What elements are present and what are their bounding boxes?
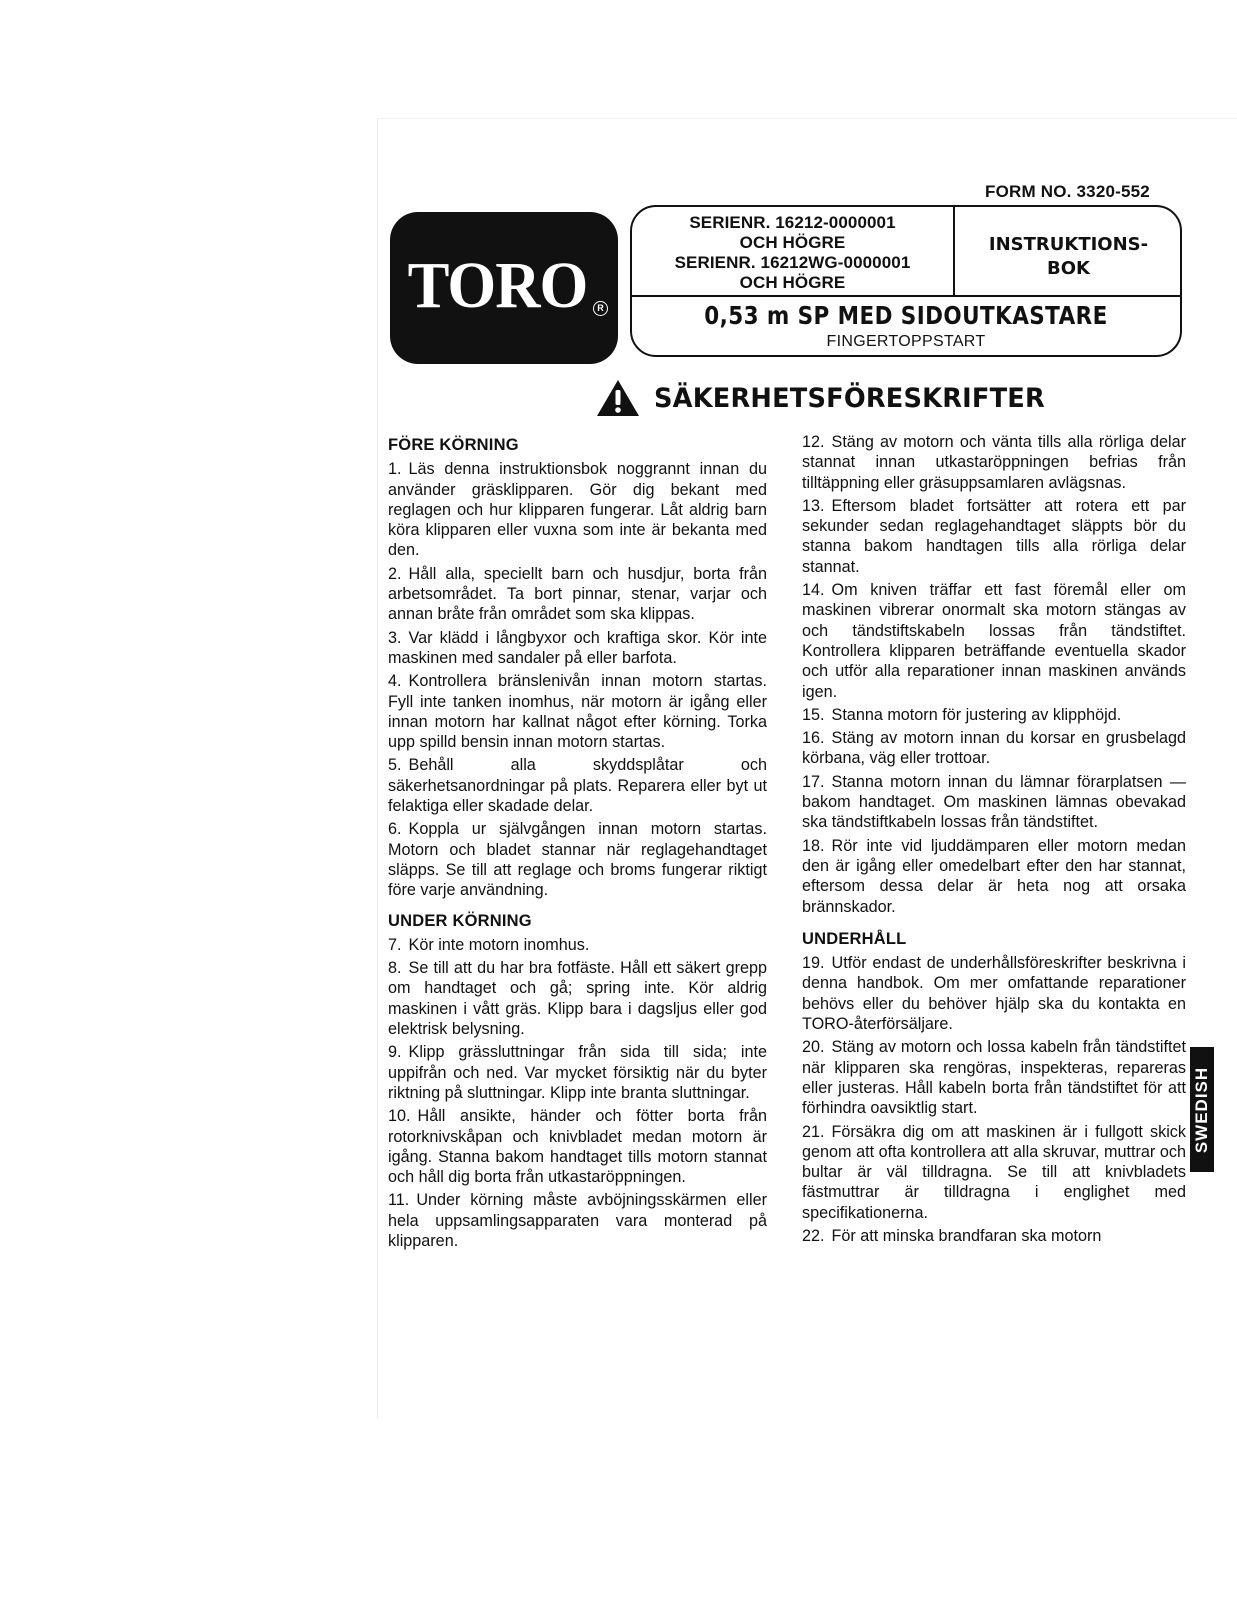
item-number: 11. (388, 1191, 410, 1210)
list-item (388, 1042, 767, 1103)
item-number: 19. (802, 954, 825, 973)
language-tab (1190, 1047, 1214, 1172)
list-item (388, 1106, 767, 1187)
list-item (802, 728, 1186, 769)
item-text: Kör inte motorn inomhus. (408, 935, 590, 954)
item-number: 13. (802, 496, 825, 515)
item-text: Försäkra dig om att maskinen är i fullgott skick genom att ofta kontrollera att alla skruvar, muttrar och bultar är väl tilldragna. Se till att knivbladets fästmuttrar är tilldragna i englighet med specifikationerna. (802, 1122, 1186, 1222)
list-item (388, 755, 767, 816)
model-subtitle: FINGERTOPPSTART (826, 333, 986, 350)
item-text: Under körning måste avböjningsskärmen eller hela uppsamlingsapparaten vara monterad på klipparen. (388, 1191, 767, 1250)
divider (632, 295, 1180, 297)
item-number: 21. (802, 1122, 825, 1141)
item-number: 20. (802, 1038, 825, 1057)
item-number: 4. (388, 672, 402, 691)
item-number: 6. (388, 820, 402, 839)
list-item (802, 580, 1186, 702)
serial-line: OCH HÖGRE (739, 273, 846, 292)
list-item (388, 459, 767, 560)
item-text: Koppla ur självgången innan motorn startas. Motorn och bladet stannar när reglagehandtaget släpps. Se till att reglage och broms fungerar riktigt före varje användning. (388, 820, 767, 900)
serial-line: SERIENR. 16212-0000001 (689, 213, 896, 232)
list-item (388, 564, 767, 625)
item-text: Stäng av motorn innan du korsar en grusbelagd körbana, väg eller trottoar. (802, 729, 1186, 768)
item-number: 1. (388, 460, 402, 479)
list-item (802, 705, 1186, 725)
list-item (802, 432, 1186, 493)
item-text: Om kniven träffar ett fast föremål eller om maskinen vibrerar onormalt ska motorn stängas av och tändstiftskabeln lossas från tändstiftet. Kontrollera klipparen beträffande eventuella skador och utför alla reparationer innan maskinen används igen. (802, 581, 1186, 701)
serial-number-cell (632, 207, 955, 295)
instr-line: INSTRUKTIONS- (988, 234, 1149, 255)
item-text: Håll alla, speciellt barn och husdjur, borta från arbetsområdet. Ta bort pinnar, stenar, varjar och annan bråte från området som ska klippas. (388, 564, 767, 624)
item-number: 12. (802, 433, 825, 451)
item-text: Var klädd i långbyxor och kraftiga skor. Kör inte maskinen med sandaler på eller barfota. (388, 628, 767, 667)
language-tab-label: SWEDISH (1192, 1066, 1211, 1153)
list-item (802, 1037, 1186, 1118)
instr-line: BOK (1047, 258, 1090, 279)
list-item (802, 953, 1186, 1034)
item-number: 10. (388, 1107, 411, 1126)
list-item (388, 671, 767, 752)
serial-line: SERIENR. 16212WG-0000001 (674, 253, 911, 272)
list-item (802, 772, 1186, 833)
warning-icon (596, 379, 640, 417)
registered-icon: R (593, 301, 608, 316)
item-number: 17. (802, 772, 825, 791)
item-number: 18. (802, 836, 825, 855)
list-item (802, 1226, 1186, 1246)
serial-line: OCH HÖGRE (739, 233, 846, 252)
item-number: 14. (802, 581, 825, 600)
list-item (802, 836, 1186, 917)
safety-title: SÄKERHETSFÖRESKRIFTER (654, 382, 1045, 414)
list-item (388, 958, 767, 1039)
item-number: 9. (388, 1043, 402, 1062)
list-item (388, 1190, 767, 1251)
form-number: FORM NO. 3320-552 (985, 182, 1150, 201)
item-text: Stanna motorn för justering av klipphöjd. (831, 705, 1122, 724)
item-number: 16. (802, 729, 825, 748)
safety-heading (596, 378, 1066, 418)
list-item (802, 1122, 1186, 1223)
item-text: Stäng av motorn och vänta tills alla rörliga delar stannat innan utkastaröppningen befrias från tilltäppning eller gräsuppsamlaren avlägsnas. (802, 433, 1186, 492)
item-number: 22. (802, 1226, 825, 1245)
toro-logo (390, 212, 618, 364)
right-column (802, 432, 1186, 1249)
item-text: För att minska brandfaran ska motorn (831, 1226, 1102, 1245)
list-item (802, 496, 1186, 577)
instruction-book-label (957, 207, 1180, 295)
title-box (630, 205, 1182, 357)
section-heading: UNDERHÅLL (802, 929, 907, 948)
item-text: Rör inte vid ljuddämparen eller motorn medan den är igång eller omedelbart efter den har stannat, eftersom dessa delar är heta nog att orsaka brännskador. (802, 836, 1186, 916)
item-number: 3. (388, 628, 402, 647)
item-number: 8. (388, 959, 402, 978)
item-text: Stäng av motorn och lossa kabeln från tändstiftet när klipparen ska rengöras, inspekteras, repareras eller justeras. Håll kabeln borta från tändstiftet för att förhindra oavsiktlig start. (802, 1038, 1186, 1118)
item-text: Eftersom bladet fortsätter att rotera ett par sekunder sedan reglagehandtaget släppts bör du stanna bakom handtagen tills alla rörliga delar stannat. (802, 496, 1186, 576)
item-text: Stanna motorn innan du lämnar förarplatsen — bakom handtaget. Om maskinen lämnas obevakad ska tändstiftkabeln lossas från tändstiftet. (802, 772, 1186, 832)
item-text: Håll ansikte, händer och fötter borta från rotorknivskåpan och knivbladet medan motorn är igång. Stanna bakom handtaget tills motorn stannat och håll dig borta från utkastaröppningen. (388, 1107, 767, 1187)
item-text: Behåll alla skyddsplåtar och säkerhetsanordningar på plats. Reparera eller byt ut felaktiga eller skadade delar. (388, 756, 767, 816)
item-text: Se till att du har bra fotfäste. Håll ett säkert grepp om handtaget och gå; spring inte. Kör aldrig maskinen i vått gräs. Klipp bara i dagsljus eller god elektrisk belysning. (388, 959, 767, 1039)
item-number: 2. (388, 564, 402, 583)
item-number: 7. (388, 935, 402, 954)
list-item (388, 819, 767, 900)
item-text: Klipp grässluttningar från sida till sida; inte uppifrån och ned. Var mycket försiktig när du byter riktning på sluttningar. Klipp inte branta sluttningar. (388, 1043, 767, 1102)
item-text: Läs denna instruktionsbok noggrannt innan du använder gräsklipparen. Gör dig bekant med reglagen och hur klipparen fungerar. Låt aldrig barn köra klipparen eller vuxna som inte är bekanta med den. (388, 460, 767, 560)
list-item (388, 935, 767, 955)
section-heading: UNDER KÖRNING (388, 911, 532, 930)
model-title: 0,53 m SP MED SIDOUTKASTARE (704, 301, 1108, 330)
item-number: 5. (388, 756, 402, 775)
item-text: Kontrollera bränslenivån innan motorn startas. Fyll inte tanken inomhus, när motorn är igång eller innan motorn har kallnat något efter körning. Torka upp spilld bensin innan motorn startas. (388, 672, 767, 752)
list-item (388, 628, 767, 669)
item-text: Utför endast de underhållsföreskrifter beskrivna i denna handbok. Om mer omfattande reparationer behövs eller du behöver hjälp ska du kontakta en TORO-återförsäljare. (802, 954, 1186, 1034)
item-number: 15. (802, 705, 825, 724)
section-heading: FÖRE KÖRNING (388, 436, 519, 454)
logo-wordmark: TORO (407, 249, 588, 322)
left-column (388, 435, 767, 1254)
